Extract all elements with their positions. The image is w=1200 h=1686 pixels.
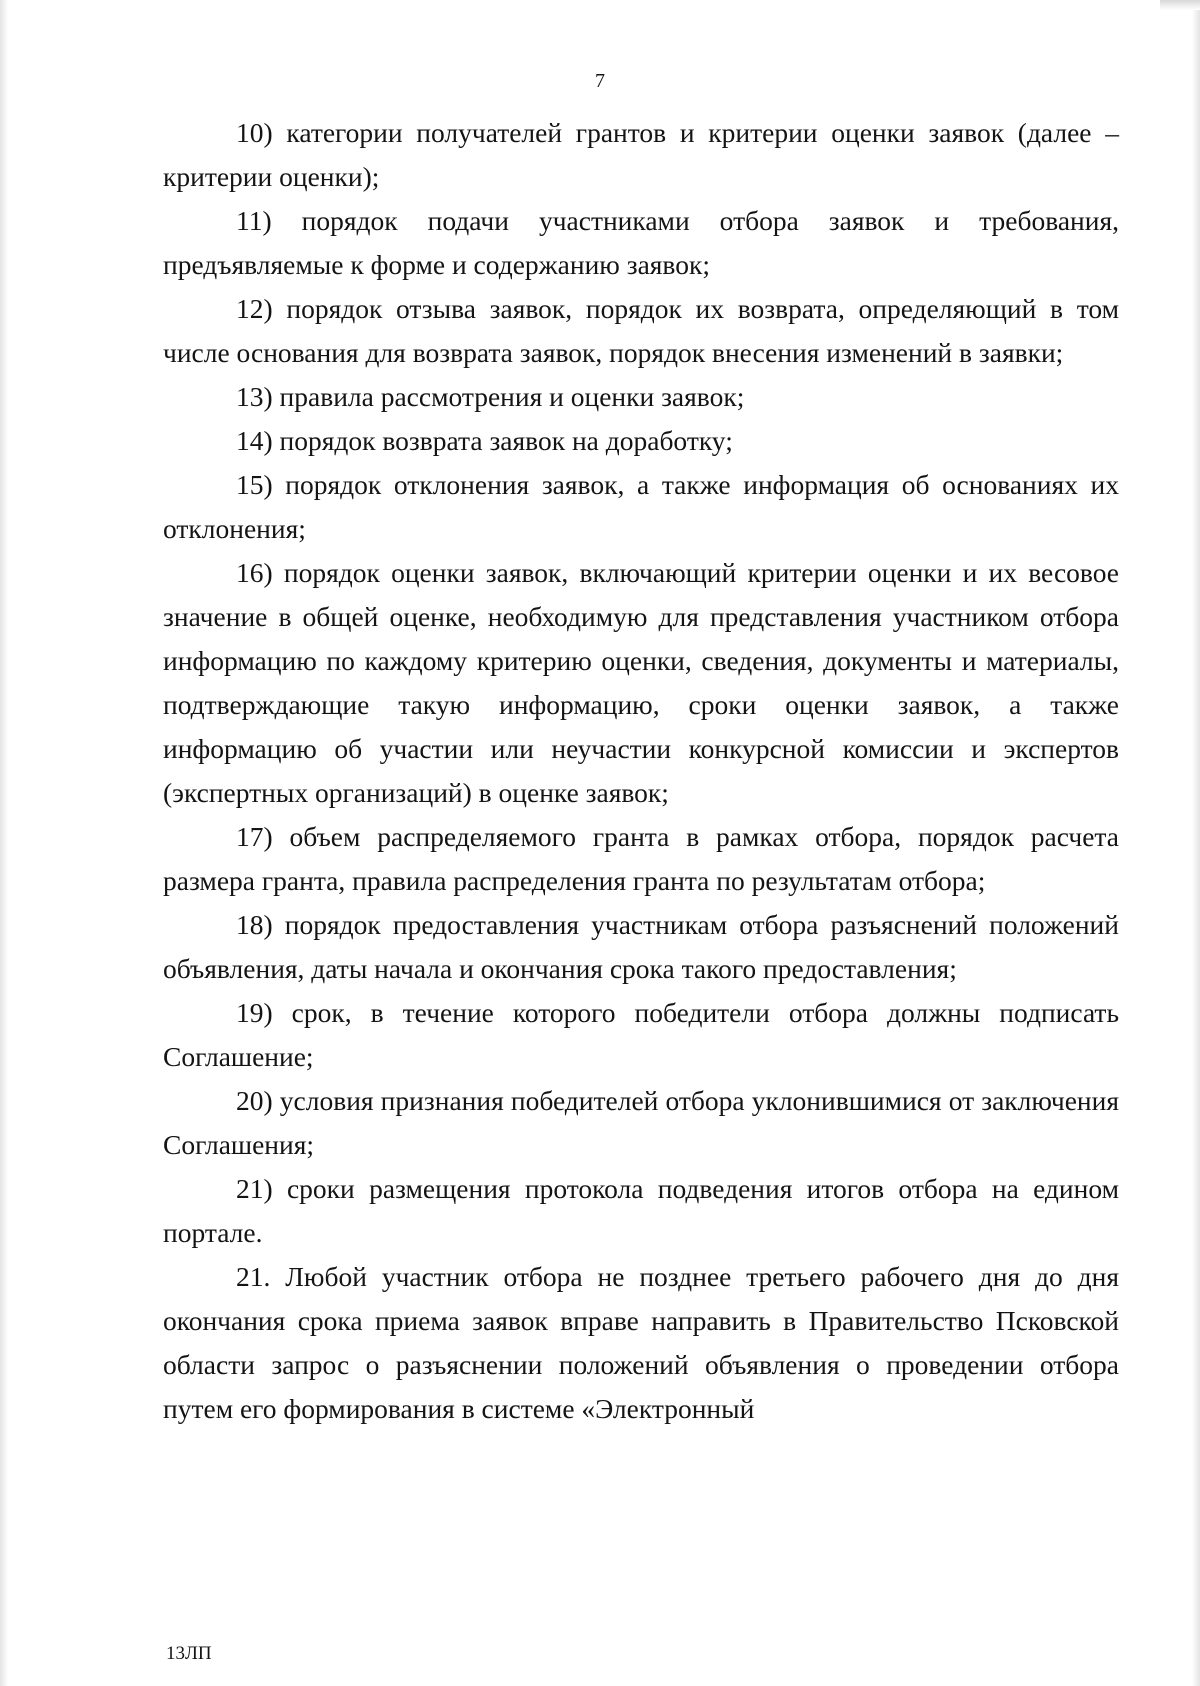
scan-edge-left <box>0 0 8 1686</box>
scan-edge-right <box>1192 0 1200 1686</box>
list-item-20: 20) условия признания победителей отбора уклонившимися от заключения Соглашения; <box>163 1085 1119 1160</box>
list-item-18: 18) порядок предоставления участникам отбора разъяснений положений объявления, даты начала и окончания срока такого предоставления; <box>163 909 1119 984</box>
section-21-paragraph: 21. Любой участник отбора не позднее третьего рабочего дня до дня окончания срока приема заявок вправе направить в Правительство Псковской области запрос о разъяснении положений объявления о проведении отбора путем его формирования в системе «Электронный <box>163 1261 1119 1424</box>
list-item-10: 10) категории получателей грантов и критерии оценки заявок (далее – критерии оценки); <box>163 117 1119 192</box>
list-item-12: 12) порядок отзыва заявок, порядок их возврата, определяющий в том числе основания для возврата заявок, порядок внесения изменений в заявки; <box>163 293 1119 368</box>
list-item-13: 13) правила рассмотрения и оценки заявок; <box>236 381 745 412</box>
list-item-19: 19) срок, в течение которого победители отбора должны подписать Соглашение; <box>163 997 1119 1072</box>
scan-mark <box>1160 0 1200 10</box>
document-body <box>163 111 1119 1431</box>
list-item-11: 11) порядок подачи участниками отбора заявок и требования, предъявляемые к форме и содержанию заявок; <box>163 205 1119 280</box>
list-item-15: 15) порядок отклонения заявок, а также информация об основаниях их отклонения; <box>163 469 1119 544</box>
page-number: 7 <box>595 70 605 92</box>
list-item-14: 14) порядок возврата заявок на доработку; <box>236 425 733 456</box>
list-item-16: 16) порядок оценки заявок, включающий критерии оценки и их весовое значение в общей оценке, необходимую для представления участником отбора информацию по каждому критерию оценки, сведения, документы и материалы, подтверждающие такую информацию, сроки оценки заявок, а также информацию об участии или неучастии конкурсной комиссии и экспертов (экспертных организаций) в оценке заявок; <box>163 557 1119 808</box>
footer-code: 13ЛП <box>166 1643 212 1664</box>
list-item-21: 21) сроки размещения протокола подведения итогов отбора на едином портале. <box>163 1173 1119 1248</box>
list-item-17: 17) объем распределяемого гранта в рамках отбора, порядок расчета размера гранта, правила распределения гранта по результатам отбора; <box>163 821 1119 896</box>
